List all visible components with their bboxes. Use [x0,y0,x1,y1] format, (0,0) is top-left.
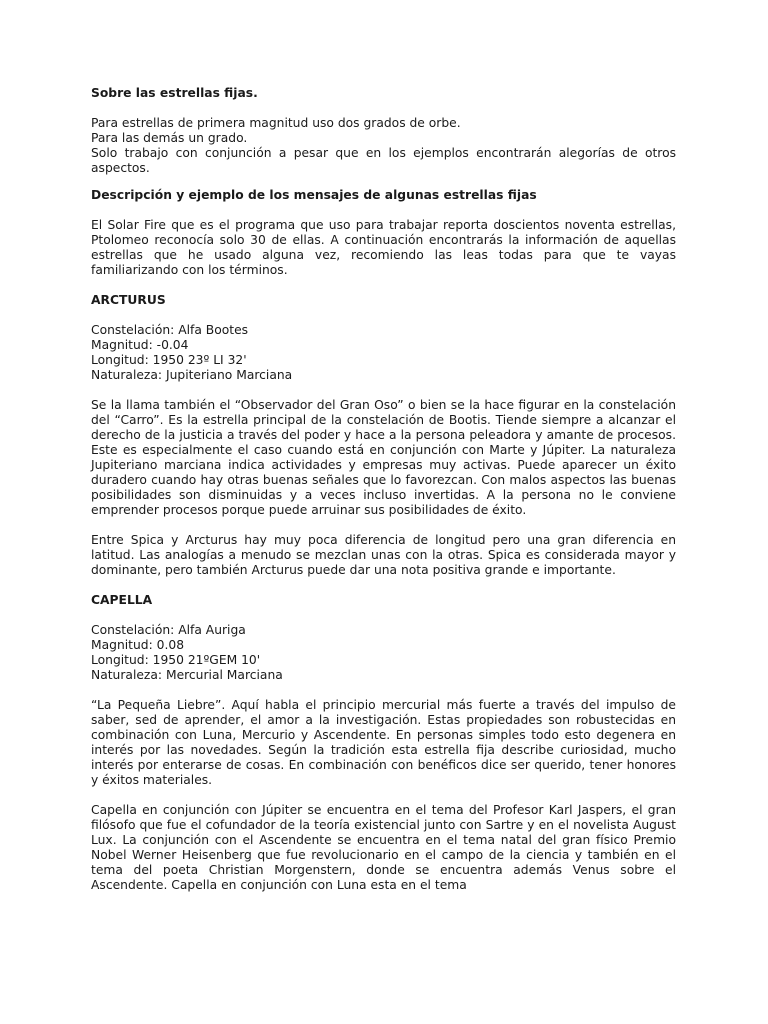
orb-text [91,116,676,146]
capella-paragraph-1: “La Pequeña Liebre”. Aquí habla el principio mercurial más fuerte a través del impulso de saber, sed de aprender, el amor a la investigación. Estas propiedades son robustecidas en combinación con Luna, Mercurio y Ascendente. En personas simples todo esto degenera en interés por las novedades. Según la tradición esta estrella fija describe curiosidad, mucho interés por enterarse de cosas. En combinación con benéficos dice ser querido, tener honores y éxitos materiales. [91,698,676,787]
capella-paragraph-2: Capella en conjunción con Júpiter se encuentra en el tema del Profesor Karl Jaspers, el gran filósofo que fue el cofundador de la teoría existencial junto con Sartre y en el novelista August Lux. La conjunción con el Ascendente se encuentra en el tema natal del gran físico Premio Nobel Werner Heisenberg que fue revolucionario en el campo de la ciencia y también en el tema del poeta Christian Morgenstern, donde se encuentra además Venus sobre el Ascendente. Capella en conjunción con Luna esta en el tema [91,803,676,892]
capella-constellation: Constelación: Alfa Auriga [91,623,246,637]
spacer [91,101,676,116]
spacer [91,383,676,398]
spacer [91,683,676,698]
spacer [91,608,676,623]
capella-nature: Naturaleza: Mercurial Marciana [91,668,283,682]
orb-conjunction-text: Solo trabajo con conjunción a pesar que en los ejemplos encontrarán alegorías de otros aspectos. [91,146,676,175]
intro-paragraph: El Solar Fire que es el programa que uso para trabajar reporta doscientos noventa estrellas, Ptolomeo reconocía solo 30 de ellas. A continuación encontrarás la información de aquellas estrellas que he usado alguna vez, recomiendo las leas todas para que te vayas familiarizando con los términos. [91,218,676,277]
spacer [91,578,676,593]
capella-longitude: Longitud: 1950 21ºGEM 10' [91,653,261,667]
spacer [91,308,676,323]
spacer [91,788,676,803]
arcturus-constellation: Constelación: Alfa Bootes [91,323,249,337]
arcturus-facts [91,323,676,383]
spacer [91,203,676,218]
arcturus-nature: Naturaleza: Jupiteriano Marciana [91,368,293,382]
heading-description: Descripción y ejemplo de los mensajes de algunas estrellas fijas [91,188,537,202]
heading-arcturus: ARCTURUS [91,293,166,307]
capella-magnitude: Magnitud: 0.08 [91,638,185,652]
spacer [91,518,676,533]
arcturus-paragraph-1: Se la llama también el “Observador del Gran Oso” o bien se la hace figurar en la constelación del “Carro”. Es la estrella principal de la constelación de Bootis. Tiende siempre a alcanzar el derecho de la justicia a través del poder y hace a la persona peleadora y amante de procesos. Este es especialmente el caso cuando está en conjunción con Marte y Júpiter. La naturaleza Jupiteriano marciana indica actividades y empresas muy activas. Puede aparecer un éxito duradero cuando hay otras buenas señales que lo favorezcan. Con malos aspectos las buenas posibilidades son disminuidas y a veces incluso invertidas. A la persona no le conviene emprender procesos porque puede arruinar sus posibilidades de éxito. [91,398,676,517]
heading-fixed-stars: Sobre las estrellas fijas. [91,86,258,100]
arcturus-longitude: Longitud: 1950 23º LI 32' [91,353,247,367]
arcturus-paragraph-2: Entre Spica y Arcturus hay muy poca diferencia de longitud pero una gran diferencia en latitud. Las analogías a menudo se mezclan unas con la otras. Spica es considerada mayor y dominante, pero también Arcturus puede dar una nota positiva grande e importante. [91,533,676,577]
heading-capella: CAPELLA [91,593,153,607]
spacer [91,176,676,188]
capella-facts [91,623,676,683]
document-page [91,86,676,893]
orb-line-2: Para las demás un grado. [91,131,248,145]
arcturus-magnitude: Magnitud: -0.04 [91,338,189,352]
orb-line-1: Para estrellas de primera magnitud uso dos grados de orbe. [91,116,461,130]
spacer [91,278,676,293]
